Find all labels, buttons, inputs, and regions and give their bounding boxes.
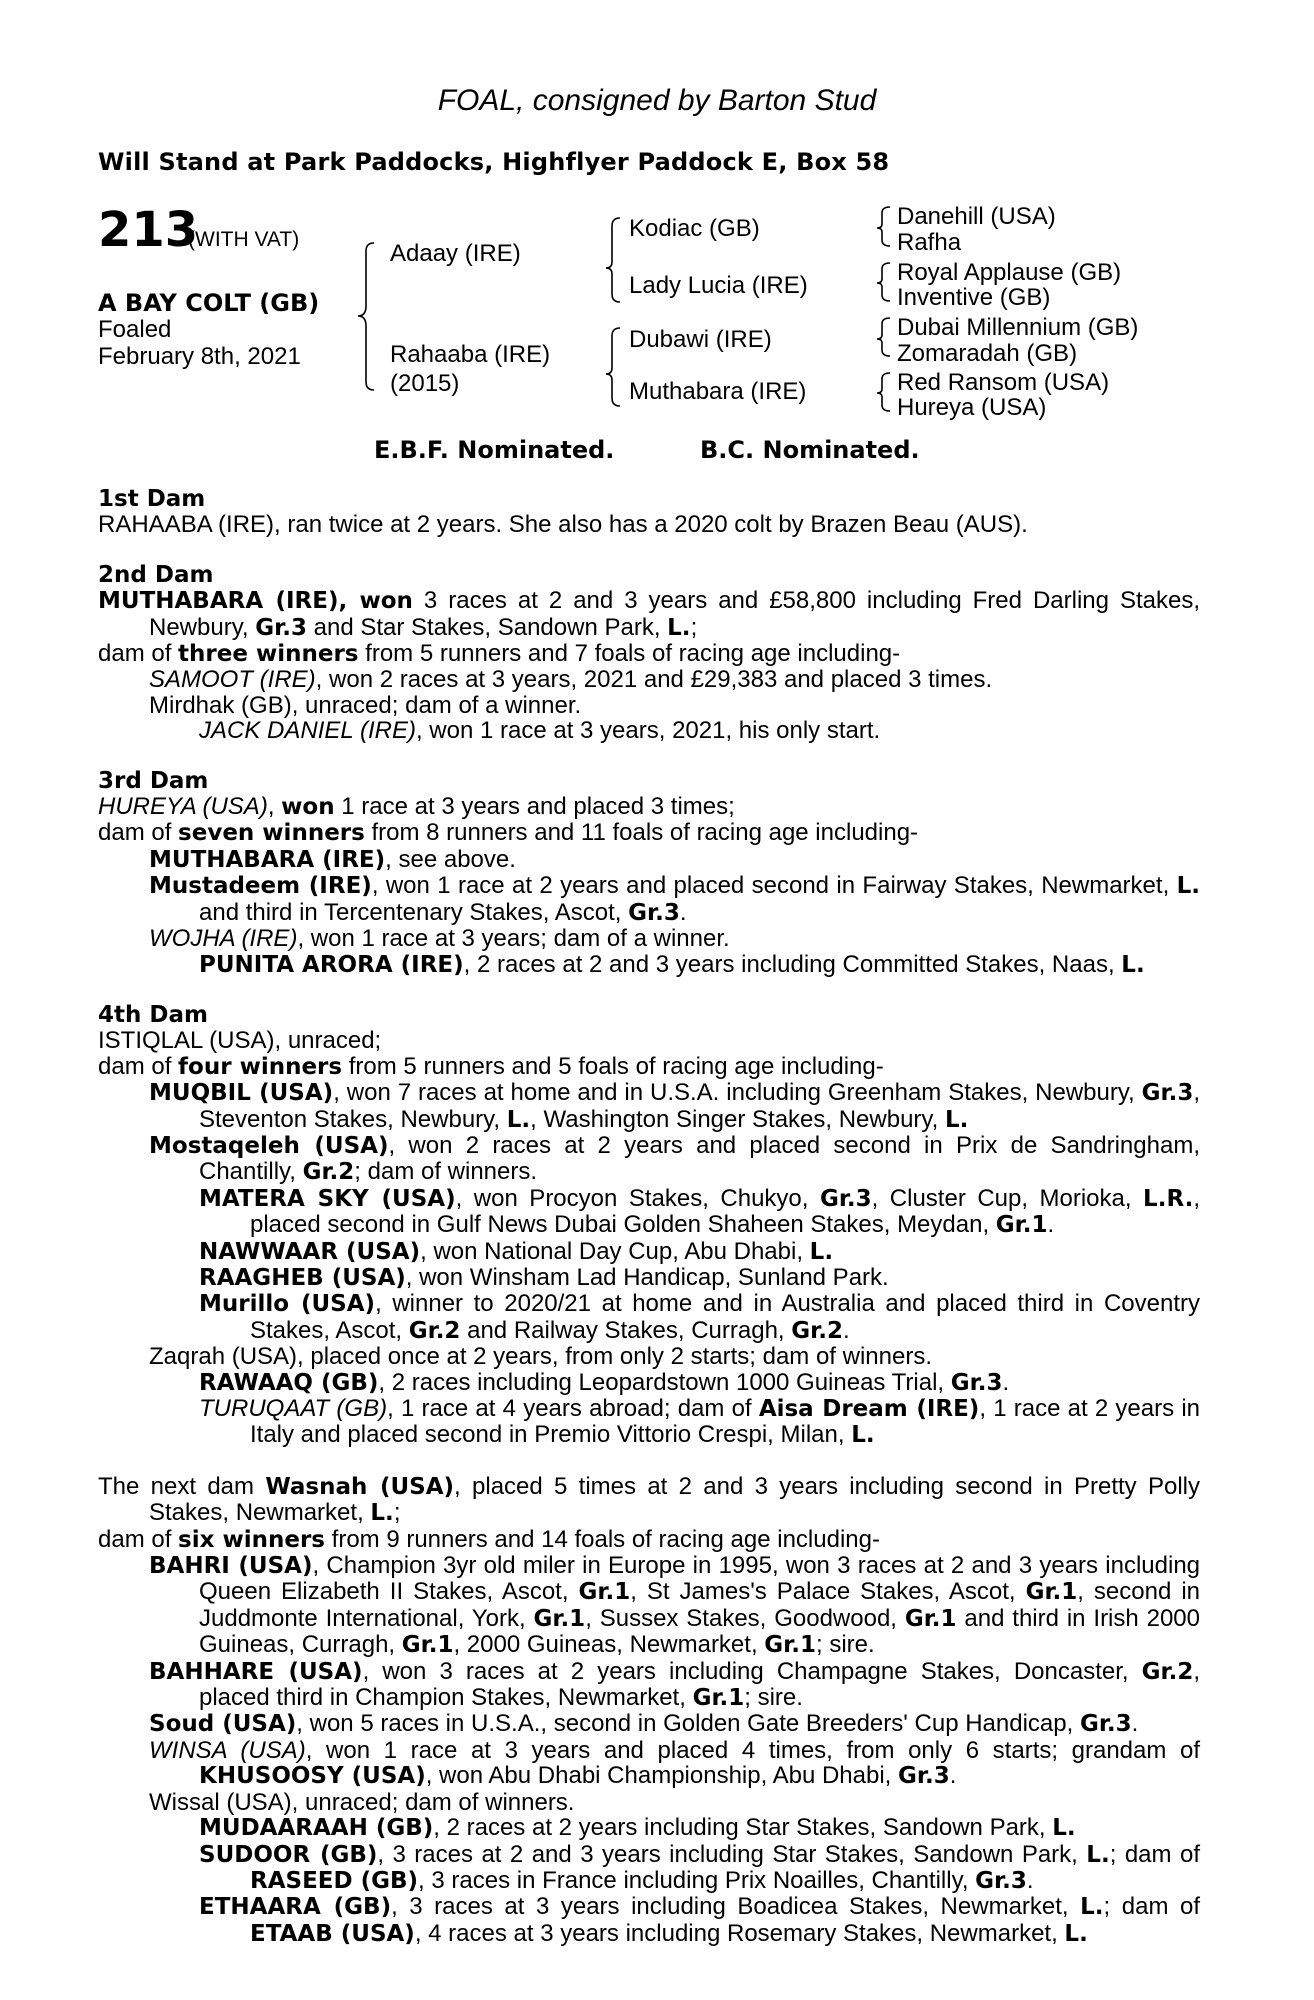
pedigree-sdd: Inventive (GB) (897, 284, 1051, 311)
horse-italic: TURUQAAT (GB) (199, 1395, 388, 1422)
entry-text: ; (393, 1499, 401, 1527)
foaled-date: February 8th, 2021 (98, 343, 301, 370)
entry-text: , Steventon Stakes, Newbury, (199, 1079, 1200, 1133)
pedigree-ssd: Rafha (897, 229, 962, 256)
horse-highlight: Gr.2 (791, 1317, 843, 1344)
horse-highlight: L. (1064, 1920, 1088, 1947)
horse-highlight: L. (667, 614, 691, 641)
entry-text: , Washington Singer Stakes, Newbury, (530, 1105, 945, 1133)
entry-line (98, 1080, 1200, 1133)
section-heading: 4th Dam (98, 1001, 208, 1028)
horse-highlight: Gr.2 (408, 1317, 461, 1344)
entry-line (98, 1291, 1200, 1344)
lot-number: 213 (98, 202, 199, 258)
entry-text: . (1002, 1368, 1010, 1396)
horse-highlight: RAWAAQ (GB) (199, 1369, 379, 1396)
entry-line (98, 718, 1200, 743)
entry-line (98, 693, 1200, 718)
entry-text: , St James's Palace Stakes, Ascot, (630, 1578, 1026, 1606)
bc-nomination: B.C. Nominated. (700, 436, 920, 464)
ebf-nomination: E.B.F. Nominated. (374, 436, 615, 464)
pedigree-section (98, 1449, 1200, 1947)
stand-location: Will Stand at Park Paddocks, Highflyer Paddock E, Box 58 (98, 148, 890, 176)
entry-text: , won Winsham Lad Handicap, Sunland Park. (405, 1263, 889, 1291)
pedigree-sire-dam: Lady Lucia (IRE) (629, 272, 808, 299)
horse-highlight: Gr.1 (578, 1579, 631, 1606)
entry-line (98, 641, 1200, 667)
entry-line (98, 1133, 1200, 1186)
entry-text: RAHAABA (IRE), ran twice at 2 years. She also has a 2020 colt by Brazen Beau (AUS). (98, 511, 1028, 539)
horse-highlight: BAHRI (USA) (149, 1553, 313, 1580)
horse-highlight: L. (1176, 873, 1201, 900)
entry-text: , won 1 race at 2 years and placed second in Fairway Stakes, Newmarket, (371, 872, 1177, 900)
horse-highlight: L. (506, 1106, 531, 1133)
horse-highlight: Gr.3 (628, 899, 680, 926)
entry-text: ; dam of (1109, 1840, 1200, 1868)
section-heading: 1st Dam (98, 486, 206, 512)
entry-text: , won Abu Dhabi Championship, Abu Dhabi, (425, 1762, 899, 1790)
entry-text: , won 1 race at 3 years, 2021, his only start. (415, 717, 881, 745)
horse-highlight: Gr.1 (764, 1632, 816, 1659)
entry-text: , placed third in Champion Stakes, Newmarket, (199, 1657, 1201, 1712)
horse-highlight: Gr.3 (255, 614, 307, 641)
entry-text: . (1131, 1710, 1139, 1738)
entry-text: , placed 5 times at 2 and 3 years including second in Pretty Polly Stakes, Newmarket, (149, 1472, 1200, 1527)
entry-text: from 9 runners and 14 foals of racing age including- (324, 1525, 880, 1553)
horse-highlight: L. (1086, 1841, 1110, 1868)
entry-line (98, 1659, 1200, 1712)
horse-highlight: Gr.2 (302, 1159, 355, 1186)
pedigree-dam (390, 340, 550, 398)
entry-text: dam of (98, 1525, 179, 1553)
pedigree-section (98, 487, 1200, 538)
entry-text: Wissal (USA), unraced; dam of winners. (149, 1788, 575, 1816)
horse-highlight: RAAGHEB (USA) (199, 1264, 406, 1291)
entry-text: , (267, 793, 282, 821)
entry-text: , 1 race at 2 years in Italy and placed second in Premio Vittorio Crespi, Milan, (250, 1395, 1200, 1449)
entry-text: . (1047, 1211, 1055, 1239)
entry-line (98, 1344, 1200, 1369)
pedigree-sds: Royal Applause (GB) (897, 259, 1122, 286)
entry-text: . (949, 1762, 957, 1790)
pedigree-dam-dam: Muthabara (IRE) (629, 378, 807, 405)
entry-text: ; (690, 613, 698, 641)
horse-highlight: MUDAARAAH (GB) (199, 1815, 434, 1842)
entry-line (98, 873, 1200, 926)
colt-name: A BAY COLT (GB) (98, 289, 320, 317)
horse-highlight: Gr.3 (819, 1185, 872, 1212)
horse-highlight: L. (1121, 951, 1145, 978)
section-gap (98, 1449, 1200, 1474)
entry-text: , see above. (385, 845, 516, 873)
lot-vat: (WITH VAT) (188, 228, 300, 251)
section-heading: 3rd Dam (98, 767, 209, 794)
horse-highlight: won (281, 794, 335, 821)
entry-text: dam of (98, 640, 179, 668)
horse-highlight: Gr.2 (1141, 1658, 1194, 1685)
horse-highlight: L.R. (1143, 1185, 1194, 1212)
entry-line (98, 1370, 1200, 1396)
horse-highlight: L. (1052, 1815, 1076, 1842)
entry-text: ; sire. (744, 1684, 803, 1712)
entry-line (98, 1711, 1200, 1737)
horse-highlight: six winners (178, 1526, 325, 1553)
horse-highlight: L. (370, 1500, 394, 1527)
entry-text: 3 races at 2 and 3 years and £58,800 including Fred Darling Stakes, Newbury, (149, 587, 1201, 641)
entry-text: from 8 runners and 11 foals of racing age including- (364, 819, 919, 847)
entry-text: dam of (98, 819, 179, 847)
entry-line (98, 512, 1200, 537)
entry-text: and third in Tercentenary Stakes, Ascot, (199, 898, 629, 926)
entry-text: , won 2 races at 3 years, 2021 and £29,383 and placed 3 times. (315, 666, 993, 694)
entry-line (98, 1239, 1200, 1265)
entry-text: , 2000 Guineas, Newmarket, (453, 1631, 765, 1659)
entry-text: , 3 races at 2 and 3 years including Star Stakes, Sandown Park, (377, 1840, 1087, 1868)
horse-highlight: L. (944, 1106, 969, 1133)
horse-highlight: Mostaqeleh (USA) (149, 1132, 389, 1159)
entry-text: , 2 races including Leopardstown 1000 Guineas Trial, (378, 1368, 951, 1396)
entry-line (98, 1553, 1200, 1659)
entry-text: , won 3 races at 2 years including Champagne Stakes, Doncaster, (362, 1657, 1142, 1685)
entry-text: . (679, 898, 687, 926)
horse-italic: WINSA (USA) (149, 1736, 306, 1764)
horse-highlight: MUQBIL (USA) (149, 1080, 334, 1107)
horse-highlight: Gr.3 (950, 1369, 1003, 1396)
entry-text: , 3 races at 3 years including Boadicea Stakes, Newmarket, (391, 1893, 1081, 1921)
entry-text: , Champion 3yr old miler in Europe in 1995, won 3 races at 2 and 3 years including Queen Elizabeth II Stakes, Ascot, (199, 1552, 1201, 1606)
family-notes (98, 487, 1200, 1947)
pedigree-ddd: Hureya (USA) (897, 394, 1047, 421)
horse-highlight: ETHAARA (GB) (199, 1894, 392, 1921)
foaled-info (98, 316, 301, 370)
entry-line (98, 1790, 1200, 1815)
entry-line (98, 1894, 1200, 1947)
horse-highlight: Murillo (USA) (199, 1291, 376, 1318)
entry-line (98, 1815, 1200, 1841)
entry-text: , won Procyon Stakes, Chukyo, (455, 1184, 820, 1212)
horse-highlight: ETAAB (USA) (250, 1920, 415, 1947)
entry-line (98, 1054, 1200, 1080)
pedigree-sire: Adaay (IRE) (390, 240, 521, 267)
page-title: FOAL, consigned by Barton Stud (437, 84, 877, 117)
horse-highlight: Mustadeem (IRE) (149, 873, 372, 900)
entry-text: , Cluster Cup, Morioka, (871, 1184, 1144, 1212)
entry-text: , 3 races in France including Prix Noailles, Chantilly, (418, 1866, 976, 1894)
horse-highlight: MATERA SKY (USA) (199, 1185, 456, 1212)
foaled-label: Foaled (98, 316, 172, 343)
pedigree-section (98, 744, 1200, 978)
entry-line (98, 794, 1200, 820)
entry-text: Zaqrah (USA), placed once at 2 years, from only 2 starts; dam of winners. (149, 1343, 932, 1371)
section-gap (98, 744, 1200, 769)
entry-line (98, 1474, 1200, 1527)
horse-highlight: Gr.3 (898, 1763, 950, 1790)
horse-highlight: Wasnah (USA) (265, 1473, 455, 1500)
horse-highlight: Gr.3 (1079, 1711, 1132, 1738)
pedigree-sire-sire: Kodiac (GB) (629, 215, 760, 242)
entry-text: ; dam of (1103, 1893, 1201, 1921)
section-heading: 2nd Dam (98, 561, 214, 588)
entry-text: and Star Stakes, Sandown Park, (306, 613, 668, 641)
horse-italic: WOJHA (IRE) (149, 925, 298, 953)
entry-text: . (842, 1316, 850, 1344)
horse-highlight: NAWWAAR (USA) (199, 1238, 421, 1265)
entry-text: , winner to 2020/21 at home and in Australia and placed third in Coventry Stakes, Ascot, (250, 1290, 1200, 1344)
entry-text: from 5 runners and 7 foals of racing age including- (358, 640, 901, 668)
entry-text: , Sussex Stakes, Goodwood, (585, 1604, 905, 1632)
horse-highlight: Gr.1 (995, 1212, 1048, 1239)
entry-line (98, 1842, 1200, 1895)
entry-text: , 1 race at 4 years abroad; dam of (387, 1395, 759, 1422)
pedigree-section (98, 978, 1200, 1449)
horse-highlight: SUDOOR (GB) (199, 1841, 378, 1868)
horse-highlight: Gr.3 (1141, 1080, 1194, 1107)
entry-line (98, 667, 1200, 692)
entry-text: , second in Juddmonte International, York, (199, 1578, 1200, 1632)
horse-highlight: L. (1080, 1894, 1104, 1921)
entry-text: and third in Irish 2000 Guineas, Curragh, (199, 1604, 1200, 1659)
horse-highlight: Gr.1 (401, 1632, 454, 1659)
horse-highlight: Soud (USA) (149, 1711, 297, 1738)
section-gap (98, 538, 1200, 563)
entry-text: , won 1 race at 3 years; dam of a winner. (297, 925, 730, 953)
entry-text: from 5 runners and 5 foals of racing age including- (342, 1052, 884, 1080)
entry-text: ; dam of winners. (354, 1158, 538, 1186)
pedigree-dam-year: (2015) (390, 370, 460, 397)
horse-highlight: Gr.1 (904, 1605, 957, 1632)
entry-line (98, 588, 1200, 641)
entry-text: , won 5 races in U.S.A., second in Golden Gate Breeders' Cup Handicap, (296, 1710, 1080, 1738)
entry-text: , placed second in Gulf News Dubai Golden Shaheen Stakes, Meydan, (250, 1184, 1200, 1239)
entry-text: , 4 races at 3 years including Rosemary Stakes, Newmarket, (414, 1919, 1065, 1947)
entry-text: , won 1 race at 3 years and placed 4 times, from only 6 starts; grandam of (305, 1736, 1201, 1764)
entry-line (98, 952, 1200, 978)
entry-text: . (1026, 1866, 1034, 1894)
entry-text: ; sire. (815, 1631, 875, 1659)
pedigree-section (98, 538, 1200, 744)
horse-highlight: four winners (178, 1053, 343, 1080)
horse-highlight: MUTHABARA (IRE) (149, 846, 386, 873)
entry-line (98, 1265, 1200, 1291)
horse-highlight: three winners (178, 641, 359, 668)
horse-highlight: KHUSOOSY (USA) (199, 1763, 426, 1790)
horse-highlight: MUTHABARA (IRE), won (98, 588, 413, 615)
horse-highlight: seven winners (178, 820, 365, 847)
entry-line (98, 847, 1200, 873)
pedigree-dds: Red Ransom (USA) (897, 369, 1110, 396)
entry-line (98, 820, 1200, 846)
entry-line (98, 1396, 1200, 1449)
horse-highlight: Gr.1 (692, 1685, 745, 1712)
entry-text: and Railway Stakes, Curragh, (460, 1316, 792, 1344)
entry-text: , won National Day Cup, Abu Dhabi, (420, 1237, 810, 1265)
horse-highlight: Aisa Dream (IRE) (758, 1396, 980, 1422)
entry-text: The next dam (98, 1472, 266, 1500)
pedigree-dsd: Zomaradah (GB) (897, 340, 1078, 367)
entry-text: , won 2 races at 2 years and placed second in Prix de Sandringham, Chantilly, (199, 1131, 1200, 1186)
entry-line (98, 1028, 1200, 1053)
entry-line (98, 1527, 1200, 1553)
pedigree-dam-sire: Dubawi (IRE) (629, 326, 772, 353)
horse-italic: HUREYA (USA) (98, 793, 268, 821)
horse-highlight: Gr.3 (975, 1867, 1027, 1894)
section-gap (98, 978, 1200, 1003)
entry-line (98, 1738, 1200, 1790)
entry-line (98, 926, 1200, 951)
horse-highlight: Gr.1 (1025, 1579, 1078, 1606)
entry-text: ISTIQLAL (USA), unraced; (98, 1027, 382, 1055)
entry-text: , 2 races at 2 years including Star Stakes, Sandown Park, (433, 1814, 1053, 1842)
entry-text: , won 7 races at home and in U.S.A. including Greenham Stakes, Newbury, (333, 1079, 1142, 1107)
entry-text: dam of (98, 1052, 179, 1080)
entry-line (98, 1186, 1200, 1239)
entry-text: Mirdhak (GB), unraced; dam of a winner. (149, 691, 582, 719)
horse-highlight: BAHHARE (USA) (149, 1658, 363, 1685)
pedigree-sss: Danehill (USA) (897, 203, 1056, 230)
horse-italic: JACK DANIEL (IRE) (199, 717, 416, 745)
pedigree-dss: Dubai Millennium (GB) (897, 314, 1139, 341)
horse-highlight: L. (809, 1238, 834, 1265)
horse-highlight: L. (851, 1422, 875, 1449)
entry-text: , 2 races at 2 and 3 years including Committed Stakes, Naas, (463, 950, 1122, 978)
pedigree-dam-name: Rahaaba (IRE) (390, 341, 551, 368)
entry-text: 1 race at 3 years and placed 3 times; (334, 793, 735, 821)
horse-highlight: RASEED (GB) (250, 1867, 419, 1894)
horse-italic: SAMOOT (IRE) (149, 666, 316, 694)
horse-highlight: Gr.1 (533, 1605, 586, 1632)
horse-highlight: PUNITA ARORA (IRE) (199, 951, 464, 978)
